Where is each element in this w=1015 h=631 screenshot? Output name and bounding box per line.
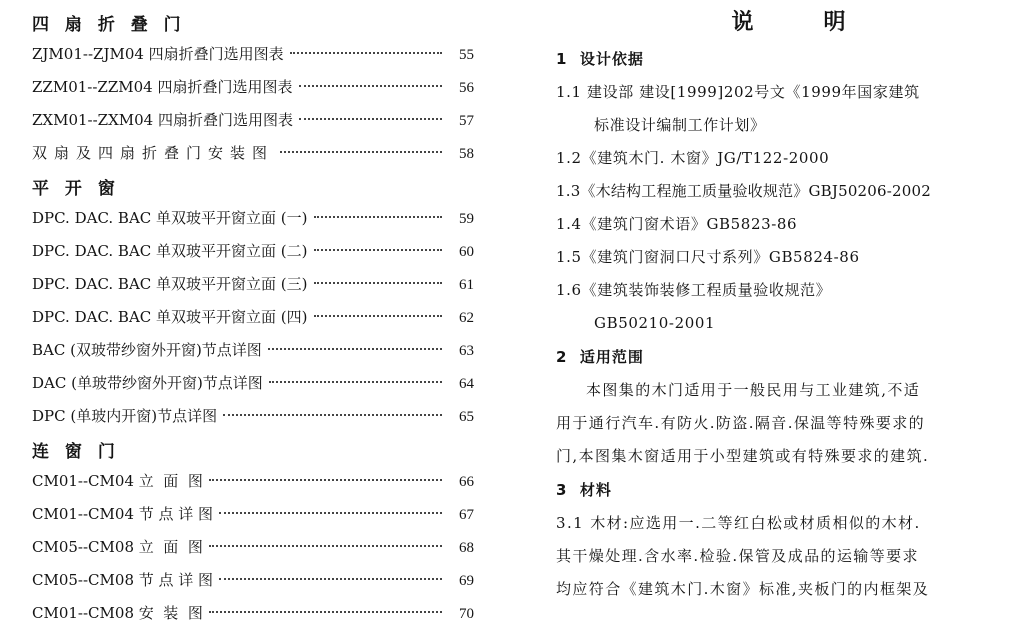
toc-row-page: 55: [459, 47, 474, 63]
basis-item-continued: 标准设计编制工作计划》: [594, 116, 766, 134]
toc-row-page: 60: [459, 244, 474, 260]
toc-row[interactable]: [32, 38, 474, 71]
basis-item: 1.2《建筑木门. 木窗》JG/T122-2000: [556, 149, 830, 167]
toc-row-page: 67: [459, 507, 474, 523]
toc-row-page: 57: [459, 113, 474, 129]
toc-row-label: CM05--CM08 节 点 详 图: [32, 571, 214, 589]
dot-leader: [209, 479, 442, 481]
toc-row-label: 双扇及四扇折叠门安装图: [32, 144, 275, 162]
toc-row[interactable]: [32, 235, 474, 268]
dot-leader: [219, 578, 442, 580]
basis-item: 1.3《木结构工程施工质量验收规范》GBJ50206-2002: [556, 182, 932, 200]
toc-row-page: 62: [459, 310, 474, 326]
toc-row-page: 68: [459, 540, 474, 556]
dot-leader: [299, 85, 443, 87]
toc-row[interactable]: [32, 367, 474, 400]
toc-row[interactable]: [32, 564, 474, 597]
description-panel: [556, 4, 1001, 606]
table-of-contents: [32, 8, 474, 630]
basis-item: 1.4《建筑门窗术语》GB5823-86: [556, 215, 798, 233]
materials-paragraph-line: 均应符合《建筑木门.木窗》标准,夹板门的内框架及: [556, 580, 930, 598]
toc-heading-window-door: 连 窗 门: [32, 442, 120, 462]
dot-leader: [209, 545, 442, 547]
section-heading-materials: 3 材料: [556, 481, 612, 499]
toc-row-page: 69: [459, 573, 474, 589]
toc-row-label: ZXM01--ZXM04 四扇折叠门选用图表: [32, 111, 293, 129]
toc-row[interactable]: [32, 531, 474, 564]
toc-row-page: 59: [459, 211, 474, 227]
dot-leader: [314, 216, 442, 218]
section-heading-design-basis: 1 设计依据: [556, 50, 644, 68]
toc-heading-casement-window: 平 开 窗: [32, 179, 120, 199]
dot-leader: [299, 118, 442, 120]
toc-row-label: DPC. DAC. BAC 单双玻平开窗立面 (三): [32, 275, 308, 293]
toc-row[interactable]: [32, 137, 474, 170]
toc-row[interactable]: [32, 104, 474, 137]
materials-paragraph-line: 其干燥处理.含水率.检验.保管及成品的运输等要求: [556, 547, 919, 565]
toc-row-page: 63: [459, 343, 474, 359]
description-title-left: 说: [731, 10, 754, 35]
toc-row-label: ZZM01--ZZM04 四扇折叠门选用图表: [32, 78, 293, 96]
toc-row[interactable]: [32, 597, 474, 630]
toc-row[interactable]: [32, 465, 474, 498]
toc-row-label: ZJM01--ZJM04 四扇折叠门选用图表: [32, 45, 284, 63]
toc-row-label: CM01--CM04 节 点 详 图: [32, 505, 214, 523]
toc-row-page: 58: [459, 146, 474, 162]
toc-row-label: DPC (单玻内开窗)节点详图: [32, 407, 218, 425]
scope-paragraph-line: 本图集的木门适用于一般民用与工业建筑,不适: [586, 381, 921, 399]
scope-paragraph-line: 门,本图集木窗适用于小型建筑或有特殊要求的建筑.: [556, 447, 930, 465]
toc-row[interactable]: [32, 71, 474, 104]
toc-row[interactable]: [32, 301, 474, 334]
dot-leader: [290, 52, 442, 54]
dot-leader: [223, 414, 442, 416]
toc-row-label: DPC. DAC. BAC 单双玻平开窗立面 (二): [32, 242, 308, 260]
dot-leader: [314, 315, 442, 317]
description-title-right: 明: [823, 10, 846, 35]
toc-row[interactable]: [32, 334, 474, 367]
toc-row-label: DPC. DAC. BAC 单双玻平开窗立面 (一): [32, 209, 308, 227]
dot-leader: [314, 249, 442, 251]
toc-row-label: CM01--CM08 安 装 图: [32, 604, 203, 622]
toc-row-page: 70: [459, 606, 474, 622]
toc-row-page: 56: [459, 80, 474, 96]
basis-item: 1.6《建筑装饰装修工程质量验收规范》: [556, 281, 832, 299]
toc-row-page: 66: [459, 474, 474, 490]
dot-leader: [268, 348, 442, 350]
toc-row-label: DAC (单玻带纱窗外开窗)节点详图: [32, 374, 263, 392]
dot-leader: [269, 381, 442, 383]
dot-leader: [219, 512, 442, 514]
scope-paragraph-line: 用于通行汽车.有防火.防盗.隔音.保温等特殊要求的: [556, 414, 926, 432]
toc-row[interactable]: [32, 498, 474, 531]
toc-row[interactable]: [32, 400, 474, 433]
basis-item: 1.5《建筑门窗洞口尺寸系列》GB5824-86: [556, 248, 860, 266]
toc-row-page: 64: [459, 376, 474, 392]
toc-row[interactable]: [32, 268, 474, 301]
materials-paragraph-line: 3.1 木材:应选用一.二等红白松或材质相似的木材.: [556, 514, 921, 532]
dot-leader: [314, 282, 442, 284]
toc-row[interactable]: [32, 202, 474, 235]
toc-row-page: 65: [459, 409, 474, 425]
toc-row-label: DPC. DAC. BAC 单双玻平开窗立面 (四): [32, 308, 308, 326]
toc-row-label: CM05--CM08 立 面 图: [32, 538, 203, 556]
toc-heading-four-leaf-folding-door: 四 扇 折 叠 门: [32, 15, 186, 35]
toc-row-label: CM01--CM04 立 面 图: [32, 472, 203, 490]
dot-leader: [209, 611, 442, 613]
section-heading-scope: 2 适用范围: [556, 348, 644, 366]
toc-row-page: 61: [459, 277, 474, 293]
basis-item-continued: GB50210-2001: [594, 314, 716, 332]
description-title: [556, 4, 1001, 42]
basis-item: 1.1 建设部 建设[1999]202号文《1999年国家建筑: [556, 83, 920, 101]
toc-row-label: BAC (双玻带纱窗外开窗)节点详图: [32, 341, 262, 359]
dot-leader: [280, 151, 442, 153]
